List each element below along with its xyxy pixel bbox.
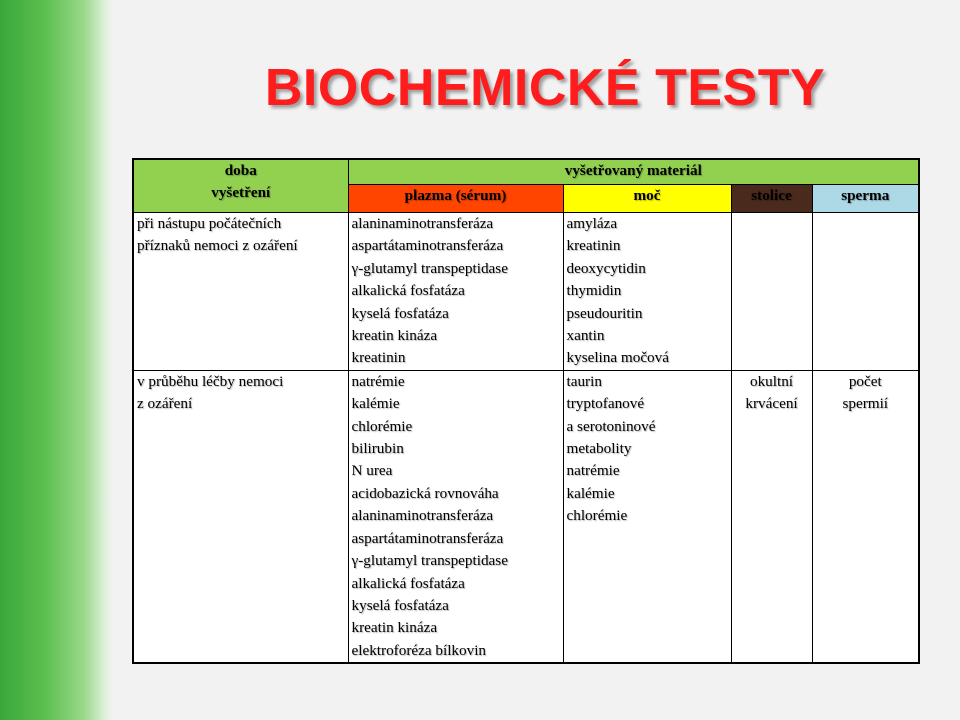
row-label-onset: [133, 213, 348, 371]
list-item: bilirubin: [351, 440, 404, 458]
list-item: N urea: [351, 462, 393, 480]
list-item: γ-glutamyl transpeptidase: [351, 552, 508, 570]
list-item: kalémie: [566, 484, 615, 502]
list-item: alaninaminotransferáza: [351, 215, 494, 232]
list-item: γ-glutamyl transpeptidase: [351, 259, 508, 277]
list-item: pseudouritin: [566, 304, 643, 322]
header-plazma: plazma (sérum): [348, 185, 563, 213]
list-item: kreatin kináza: [351, 327, 438, 345]
table-row: [133, 213, 919, 371]
list-item: alkalická fosfatáza: [351, 282, 465, 300]
list-item: kreatinin: [566, 237, 621, 255]
list-item: chlorémie: [566, 507, 628, 525]
list-item: spermií: [842, 395, 889, 413]
list-item: kyselá fosfatáza: [351, 304, 449, 322]
row-label-line: příznaků nemoci z ozáření: [137, 237, 298, 255]
row-label-line: v průběhu léčby nemoci: [137, 372, 284, 390]
row-label-line: při nástupu počátečních: [137, 215, 282, 232]
list-item: kreatin kináza: [351, 619, 438, 637]
cell-plazma-treatment: [348, 370, 563, 663]
list-item: aspartátaminotransferáza: [351, 529, 504, 547]
cell-plazma-onset: [348, 213, 563, 371]
slide-title: BIOCHEMICKÉ TESTY: [264, 59, 826, 117]
list-item: počet: [848, 372, 882, 390]
header-doba-line: vyšetření: [211, 184, 271, 202]
row-label-treatment: [133, 370, 348, 663]
list-item: kyselina močová: [566, 349, 669, 367]
list-item: aspartátaminotransferáza: [351, 237, 504, 255]
biochemical-tests-table: [132, 158, 920, 664]
list-item: xantin: [566, 327, 605, 345]
list-item: deoxycytidin: [566, 259, 646, 277]
list-item: metabolity: [566, 440, 632, 458]
cell-stolice-onset: [731, 213, 812, 371]
list-item: acidobazická rovnováha: [351, 484, 499, 502]
list-item: alaninaminotransferáza: [351, 507, 494, 525]
list-item: kalémie: [351, 395, 400, 413]
list-item: natrémie: [566, 462, 620, 480]
cell-sperma-onset: [812, 213, 919, 371]
list-item: tryptofanové: [566, 395, 645, 413]
list-item: kreatinin: [351, 349, 406, 367]
cell-sperma-treatment: [812, 370, 919, 663]
table-row: [133, 370, 919, 663]
list-item: a serotoninové: [566, 417, 656, 435]
list-item: kyselá fosfatáza: [351, 596, 449, 614]
list-item: alkalická fosfatáza: [351, 574, 465, 592]
header-sperma: sperma: [812, 185, 919, 213]
row-label-line: z ozáření: [137, 395, 193, 413]
header-stolice: stolice: [731, 185, 812, 213]
header-doba-line: doba: [224, 162, 257, 179]
green-sidebar-decoration: [0, 0, 112, 720]
header-material: vyšetřovaný materiál: [348, 159, 919, 185]
list-item: chlorémie: [351, 417, 413, 435]
list-item: amyláza: [566, 215, 618, 232]
list-item: okultní: [749, 372, 794, 390]
header-doba: [133, 159, 348, 213]
header-moc: moč: [563, 185, 731, 213]
cell-moc-onset: [563, 213, 731, 371]
list-item: thymidin: [566, 282, 622, 300]
list-item: elektroforéza bílkovin: [351, 641, 487, 659]
list-item: natrémie: [351, 372, 405, 390]
cell-stolice-treatment: [731, 370, 812, 663]
list-item: taurin: [566, 372, 602, 390]
cell-moc-treatment: [563, 370, 731, 663]
list-item: krvácení: [745, 395, 798, 413]
